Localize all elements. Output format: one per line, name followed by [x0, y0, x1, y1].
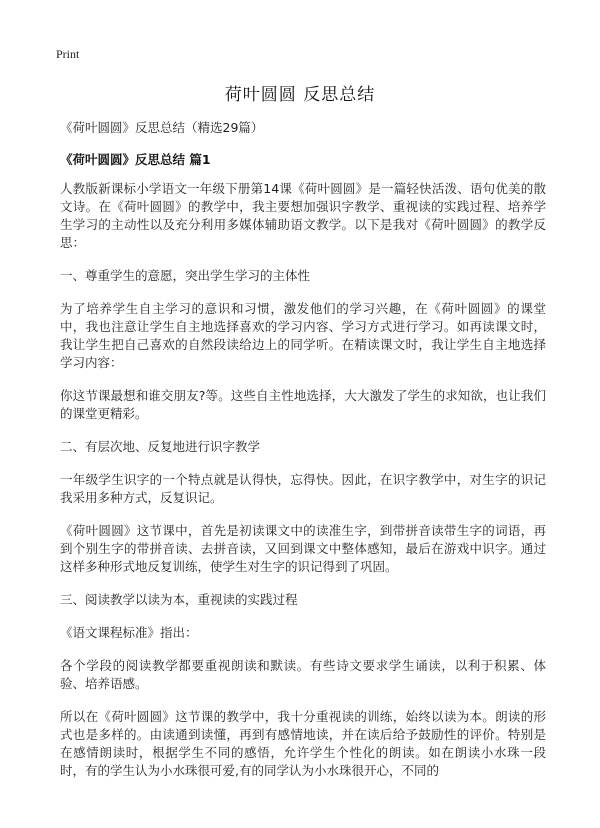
- paragraph: 《语文课程标准》指出：: [60, 625, 198, 640]
- section-heading: 《荷叶圆圆》反思总结 篇1: [60, 152, 211, 167]
- paragraph: 《荷叶圆圆》这节课中，首先是初读课文中的读准生字，到带拼音读带生字的词语，再到个别生字的带拼音读、去拼音读，又回到课文中整体感知，最后在游戏中识字。通过这样多种形式地反复训练，使学生对生字的识记得到了巩固。: [60, 523, 546, 574]
- document-body: [60, 180, 546, 795]
- paragraph: 为了培养学生自主学习的意识和习惯，激发他们的学习兴趣，在《荷叶圆圆》的课堂中，我也注意让学生自主地选择喜欢的学习内容、学习方式进行学习。如再读课文时，我让学生把自己喜欢的自然段读给边上的同学听。在精读课文时，我让学生自主地选择学习内容：: [60, 301, 546, 370]
- paragraph: 一、尊重学生的意愿，突出学生学习的主体性: [60, 268, 311, 283]
- paragraph: 二、有层次地、反复地进行识字教学: [60, 439, 261, 454]
- page-title: 荷叶圆圆 反思总结: [224, 85, 376, 105]
- paragraph: 各个学段的阅读教学都要重视朗读和默读。有些诗文要求学生诵读，以利于积累、体验、培养语感。: [60, 658, 546, 691]
- paragraph: 所以在《荷叶圆圆》这节课的教学中，我十分重视读的训练，始终以读为本。朗读的形式也是多样的。由读通到读懂，再到有感情地读，并在读后给予鼓励性的评价。特别是在感情朗读时，根据学生不同的感悟，允许学生个性化的朗读。如在朗读小水珠一段时，有的学生认为小水珠很可爱,有的同学认为小水珠很开心，不同的: [60, 709, 546, 778]
- paragraph: 三、阅读教学以读为本，重视读的实践过程: [60, 592, 298, 607]
- document-subtitle: 《荷叶圆圆》反思总结（精选29篇）: [60, 120, 264, 135]
- paragraph: 你这节课最想和谁交朋友?等。这些自主性地选择，大大激发了学生的求知欲，也让我们的课堂更精彩。: [60, 388, 546, 421]
- paragraph: 人教版新课标小学语文一年级下册第14课《荷叶圆圆》是一篇轻快活泼、语句优美的散文诗。在《荷叶圆圆》的教学中，我主要想加强识字教学、重视读的实践过程、培养学生学习的主动性以及充分利用多媒体辅助语文教学。以下是我对《荷叶圆圆》的教学反思：: [60, 181, 546, 250]
- paragraph: 一年级学生识字的一个特点就是认得快，忘得快。因此，在识字教学中，对生字的识记我采用多种方式，反复识记。: [60, 472, 546, 505]
- print-label: Print: [56, 47, 80, 61]
